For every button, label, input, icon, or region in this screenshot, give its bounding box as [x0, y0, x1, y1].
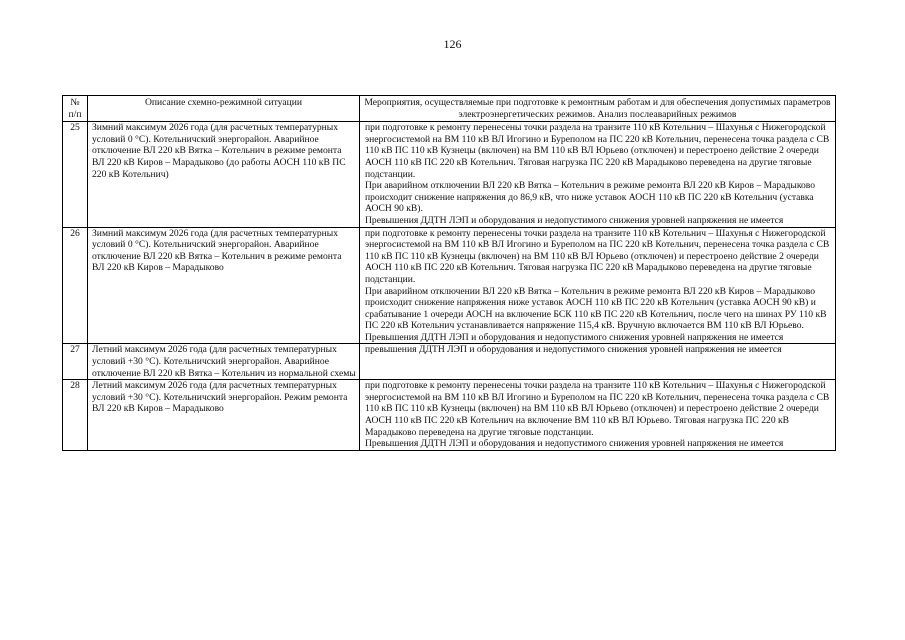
table-row — [63, 344, 836, 380]
measure-paragraph: при подготовке к ремонту перенесены точки раздела на транзите 110 кВ Котельнич – Шахунья с Нижегородской энергосистемой на ВМ 110 кВ ВЛ Игогино и Буреполом на ПС 220 кВ Котельнич, перенесена точка раздела с СВ 110 кВ ПС 110 кВ Кузнецы (включен) на ВМ 110 кВ ВЛ Юрьево (отключен) и перестроено действие 2 очереди АОСН 110 кВ ПС 220 кВ Котельнич. Тяговая нагрузка ПС 220 кВ Марадыково переведена на другие тяговые подстанции. — [365, 227, 830, 285]
row-description: Летний максимум 2026 года (для расчетных температурных условий +30 °С). Котельничский энергорайон. Режим ремонта ВЛ 220 кВ Киров – Марадыково — [88, 380, 360, 451]
measure-paragraph: Превышения ДДТН ЛЭП и оборудования и недопустимого снижения уровней напряжения не имеется — [365, 214, 784, 226]
row-description: Летний максимум 2026 года (для расчетных температурных условий +30 °С). Котельничский энергорайон. Аварийное отключение ВЛ 220 кВ Вятка – Котельнич из нормальной схемы — [88, 344, 360, 380]
table-header-row — [63, 96, 836, 122]
measure-paragraph: превышения ДДТН ЛЭП и оборудования и недопустимого снижения уровней напряжения не имеется — [365, 344, 782, 356]
measure-paragraph: при подготовке к ремонту перенесены точки раздела на транзите 110 кВ Котельнич – Шахунья с Нижегородской энергосистемой на ВМ 110 кВ ВЛ Игогино и Буреполом на ПС 220 кВ Котельнич, перенесена точка раздела с СВ 110 кВ ПС 110 кВ Кузнецы (включен) на ВМ 110 кВ ВЛ Юрьево (отключен) и перестроено действие 2 очереди АОСН 110 кВ ПС 220 кВ Котельнич. Тяговая нагрузка ПС 220 кВ Марадыково переведена на другие тяговые подстанции. — [365, 122, 830, 180]
row-number: 25 — [63, 122, 88, 227]
row-description: Зимний максимум 2026 года (для расчетных температурных условий 0 °С). Котельничский энергорайон. Аварийное отключение ВЛ 220 кВ Вятка – Котельнич в режиме ремонта ВЛ 220 кВ Киров – Марадыково (до работы АОСН 110 кВ ПС 220 кВ Котельнич) — [88, 122, 360, 227]
row-number: 26 — [63, 227, 88, 344]
row-measures — [360, 227, 836, 344]
measure-paragraph: Превышения ДДТН ЛЭП и оборудования и недопустимого снижения уровней напряжения не имеется — [365, 331, 784, 343]
row-measures — [360, 122, 836, 227]
measure-paragraph: Превышения ДДТН ЛЭП и оборудования и недопустимого снижения уровней напряжения не имеется — [365, 438, 784, 450]
measure-paragraph: при подготовке к ремонту перенесены точки раздела на транзите 110 кВ Котельнич – Шахунья с Нижегородской энергосистемой на ВМ 110 кВ ВЛ Игогино и Буреполом на ПС 220 кВ Котельнич, перенесена точка раздела с СВ 110 кВ ПС 110 кВ Кузнецы (включен) на ВМ 110 кВ ВЛ Юрьево (отключен) и перестроено действие 2 очереди АОСН 110 кВ ПС 220 кВ Котельнич на включение ВМ 110 кВ ВЛ Юрьево. Тяговая нагрузка ПС 220 кВ Марадыково переведена на другие тяговые подстанции. — [365, 380, 830, 438]
page-number: 126 — [443, 37, 462, 51]
measure-paragraph: При аварийном отключении ВЛ 220 кВ Вятка – Котельнич в режиме ремонта ВЛ 220 кВ Киров – Марадыково происходит снижение напряжения ниже уставок АОСН 110 кВ ПС 220 кВ Котельнич (уставка АОСН 90 кВ) и срабатывание 1 очереди АОСН на включение БСК 110 кВ ПС 220 кВ Котельнич, после чего на шинах РУ 110 кВ ПС 220 кВ Котельнич устанавливается напряжение 115,4 кВ. Вручную включается ВМ 110 кВ ВЛ Юрьево. — [365, 285, 827, 332]
row-number: 28 — [63, 380, 88, 451]
row-description: Зимний максимум 2026 года (для расчетных температурных условий 0 °С). Котельничский энергорайон. Аварийное отключение ВЛ 220 кВ Вятка – Котельнич в режиме ремонта ВЛ 220 кВ Киров – Марадыково — [88, 227, 360, 344]
table-row — [63, 227, 836, 344]
table-row — [63, 122, 836, 227]
measure-paragraph: При аварийном отключении ВЛ 220 кВ Вятка – Котельнич в режиме ремонта ВЛ 220 кВ Киров – Марадыково происходит снижение напряжения до 86,9 кВ, что ниже уставок АОСН 110 кВ ПС 220 кВ Котельнич (уставка АОСН 90 кВ). — [365, 180, 816, 215]
regime-table — [62, 95, 836, 451]
row-measures — [360, 380, 836, 451]
header-num: № п/п — [63, 96, 88, 122]
table-row — [63, 380, 836, 451]
row-number: 27 — [63, 344, 88, 380]
row-measures — [360, 344, 836, 380]
header-measures: Мероприятия, осуществляемые при подготовке к ремонтным работам и для обеспечения допустимых параметров электроэнергетических режимов. Анализ послеаварийных режимов — [360, 96, 836, 122]
header-description: Описание схемно-режимной ситуации — [88, 96, 360, 122]
